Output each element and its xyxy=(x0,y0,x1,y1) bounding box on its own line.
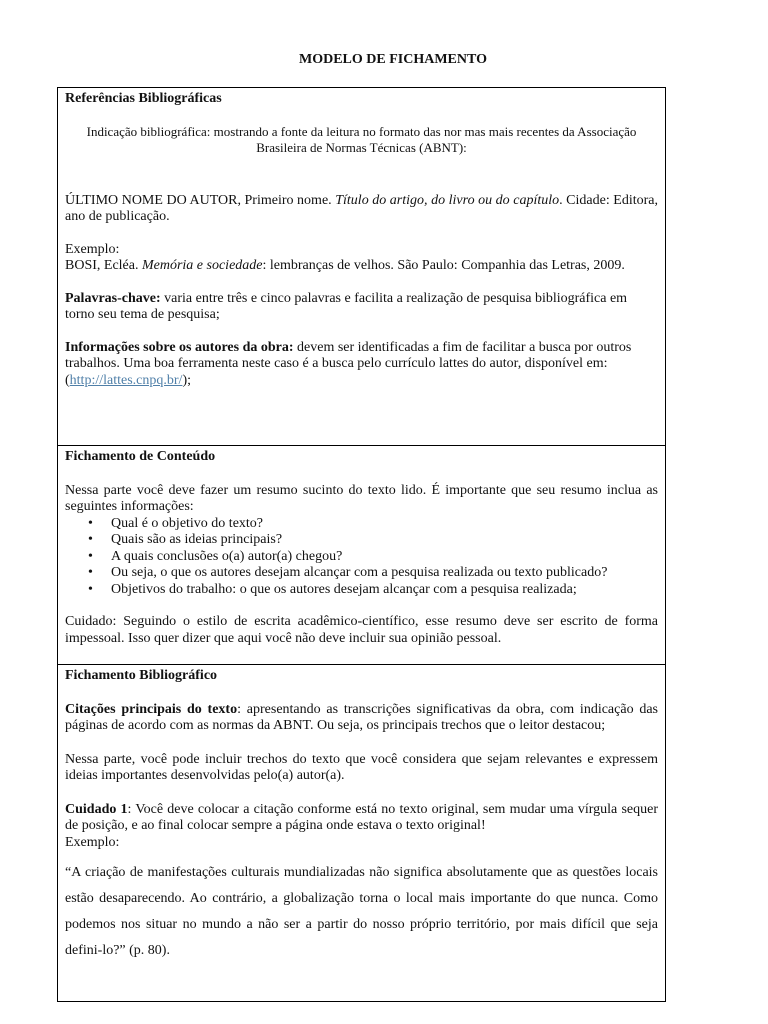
list-item xyxy=(88,581,658,599)
care1-label: Cuidado 1 xyxy=(65,801,128,817)
document-title: MODELO DE FICHAMENTO xyxy=(299,52,487,67)
list-item xyxy=(88,532,658,549)
ref-title: Título do artigo, do livro ou do capítulo xyxy=(335,192,560,208)
bullet-icon: • xyxy=(88,565,93,580)
list-item-text: Qual é o objetivo do texto? xyxy=(111,515,264,531)
ex-rest: : lembranças de velhos. São Paulo: Companhia das Letras, 2009. xyxy=(262,258,625,273)
section-heading: Referências Bibliográficas xyxy=(65,91,222,106)
list-item xyxy=(88,565,658,582)
section-conteudo xyxy=(58,445,665,664)
ex-title: Memória e sociedade xyxy=(141,258,263,273)
section-bibliografico xyxy=(58,664,665,1001)
authors-text: devem ser identificadas a fim de facilitar a busca por outros trabalhos. Uma boa ferramenta neste caso é a busca pelo currículo lattes do autor, disponível em: ( xyxy=(65,339,632,388)
questions-list xyxy=(65,516,658,599)
citations-label: Citações principais do texto xyxy=(65,701,238,717)
reference-format xyxy=(65,193,658,226)
list-item-text: A quais conclusões o(a) autor(a) chegou? xyxy=(111,548,343,564)
authors-end: ); xyxy=(182,372,191,388)
fichamento-table xyxy=(57,87,666,1002)
example-label: Exemplo: xyxy=(65,834,120,850)
citations-paragraph xyxy=(65,702,658,735)
ex-author: BOSI, Ecléa. xyxy=(65,258,142,273)
bullet-icon: • xyxy=(88,548,93,564)
lattes-link[interactable]: http://lattes.cnpq.br/ xyxy=(69,372,183,388)
section-heading: Fichamento Bibliográfico xyxy=(65,668,218,683)
intro-text: Nessa parte você deve fazer um resumo sucinto do texto lido. É importante que seu resumo inclua as seguintes informações: xyxy=(65,482,658,514)
ref-rest: . Cidade: Editora, ano de publicação. xyxy=(65,192,658,224)
authors-paragraph xyxy=(65,340,658,390)
section-referencias xyxy=(58,88,665,445)
example-reference xyxy=(65,258,658,275)
authors-label: Informações sobre os autores da obra: xyxy=(65,339,294,355)
keywords-text: varia entre três e cinco palavras e facilita a realização de pesquisa bibliográfica em torno seu tema de pesquisa; xyxy=(65,290,628,322)
section-heading: Fichamento de Conteúdo xyxy=(65,449,216,464)
bullet-icon: • xyxy=(88,532,93,547)
list-item xyxy=(88,548,658,566)
keywords-paragraph xyxy=(65,291,658,324)
care1-text: : Você deve colocar a citação conforme está no texto original, sem mudar uma vírgula sequer de posição, e ao final colocar sempre a página onde estava o texto original! xyxy=(65,801,658,833)
list-item xyxy=(88,515,658,533)
keywords-label: Palavras-chave: xyxy=(65,290,161,306)
care1-paragraph xyxy=(65,802,658,835)
list-item-text: Ou seja, o que os autores desejam alcançar com a pesquisa realizada ou texto publicado? xyxy=(111,565,608,580)
example-quote: “A criação de manifestações culturais mundializadas não significa absolutamente que as questões locais estão desaparecendo. Ao contrário, a globalização torna o local mais importante do que nunca. Como podemos nos situar no mundo a não ser a partir do nosso próprio território, por mais difícil que seja defini-lo?” (p. 80). xyxy=(65,865,658,958)
bullet-icon: • xyxy=(88,515,93,531)
list-item-text: Quais são as ideias principais? xyxy=(111,532,283,547)
part-text: Nessa parte, você pode incluir trechos do texto que você considera que sejam relevantes e expressem ideias importantes desenvolvidas pelo(a) autor(a). xyxy=(65,751,658,783)
citations-text: : apresentando as transcrições significativas da obra, com indicação das páginas de acordo com as normas da ABNT. Ou seja, os principais trechos que o leitor destacou; xyxy=(65,701,659,733)
example-label: Exemplo: xyxy=(65,241,120,257)
care-text: Cuidado: Seguindo o estilo de escrita acadêmico-científico, esse resumo deve ser escrito de forma impessoal. Isso quer dizer que aqui você não deve incluir sua opinião pessoal. xyxy=(65,614,658,646)
list-item-text: Objetivos do trabalho: o que os autores desejam alcançar com a pesquisa realizada; xyxy=(111,581,577,597)
bullet-icon: • xyxy=(88,581,93,597)
ref-author: ÚLTIMO NOME DO AUTOR, Primeiro nome. xyxy=(65,192,336,208)
intro-text: Indicação bibliográfica: mostrando a fonte da leitura no formato das nor mas mais recentes da Associação Brasileira de Normas Técnicas (ABNT): xyxy=(86,123,637,155)
